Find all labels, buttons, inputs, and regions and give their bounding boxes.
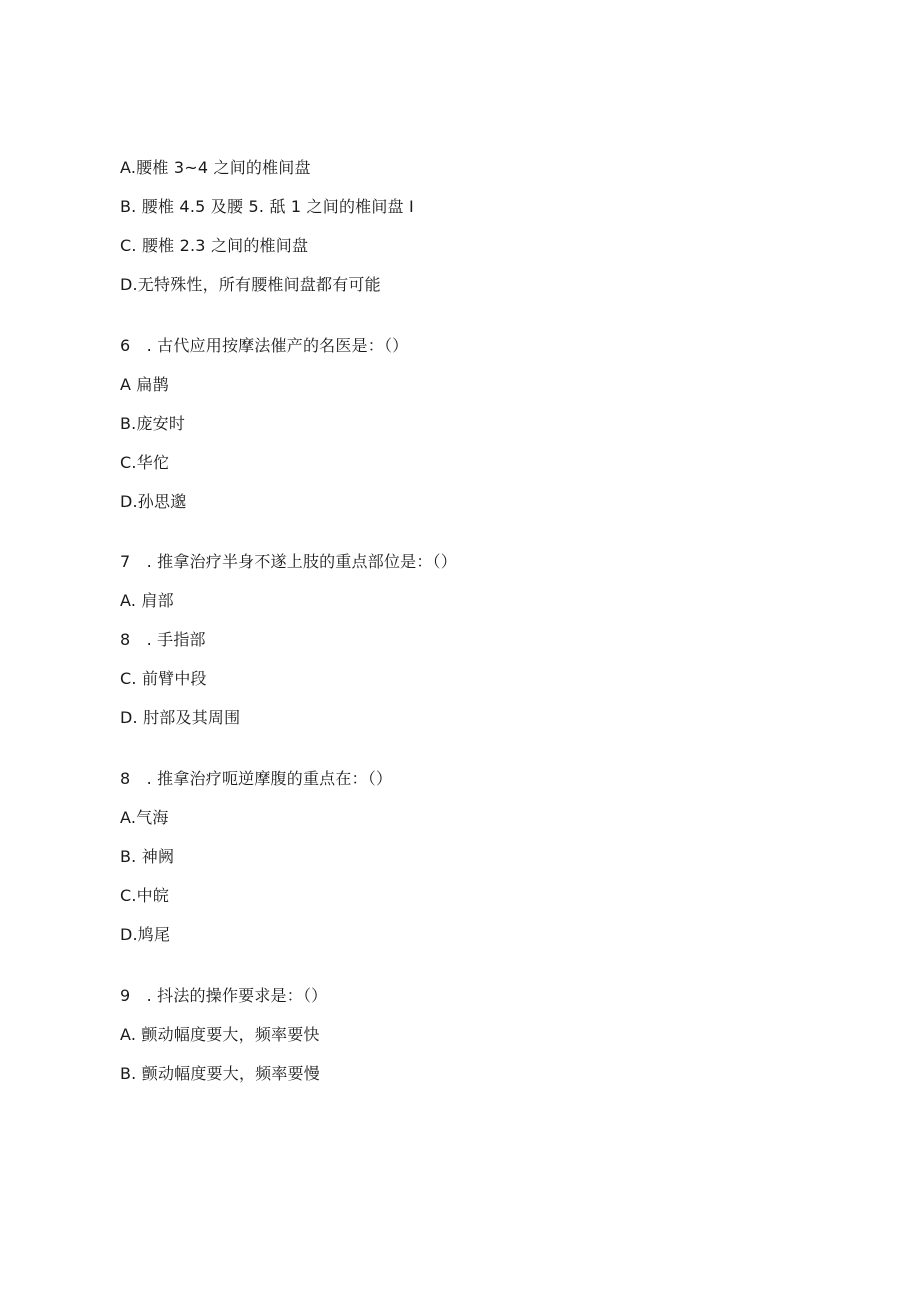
- question-6-option-d: D.孙思邈: [120, 492, 187, 511]
- question-8-option-c: C.中皖: [120, 886, 170, 905]
- question-7-option-d: D. 肘部及其周围: [120, 708, 241, 727]
- question-7-option-c: C. 前臂中段: [120, 669, 207, 688]
- question-8-stem: 8 . 推拿治疗呃逆摩腹的重点在：（）: [120, 769, 393, 788]
- question-9-option-b: B. 颤动幅度要大，频率要慢: [120, 1064, 320, 1083]
- question-6-option-c: C.华佗: [120, 453, 170, 472]
- question-9-option-a: A. 颤动幅度要大，频率要快: [120, 1025, 320, 1044]
- question-7-stem: 7 . 推拿治疗半身不遂上肢的重点部位是：（）: [120, 552, 457, 571]
- option-b: B. 腰椎 4.5 及腰 5. 舐 1 之间的椎间盘 I: [120, 197, 414, 216]
- question-6-option-b: B.庞安时: [120, 414, 186, 433]
- question-8-option-b: B. 神阙: [120, 847, 175, 866]
- option-a: A.腰椎 3~4 之间的椎间盘: [120, 158, 311, 177]
- question-7-option-b: 8 . 手指部: [120, 630, 206, 649]
- option-c: C. 腰椎 2.3 之间的椎间盘: [120, 236, 309, 255]
- question-9-stem: 9 . 抖法的操作要求是：（）: [120, 986, 328, 1005]
- question-7-option-a: A. 肩部: [120, 591, 174, 610]
- question-6-stem: 6 . 古代应用按摩法催产的名医是：（）: [120, 336, 409, 355]
- option-d: D.无特殊性，所有腰椎间盘都有可能: [120, 275, 381, 294]
- question-8-option-d: D.鸠尾: [120, 925, 171, 944]
- question-8-option-a: A.气海: [120, 808, 169, 827]
- question-6-option-a: A 扁鹊: [120, 375, 169, 394]
